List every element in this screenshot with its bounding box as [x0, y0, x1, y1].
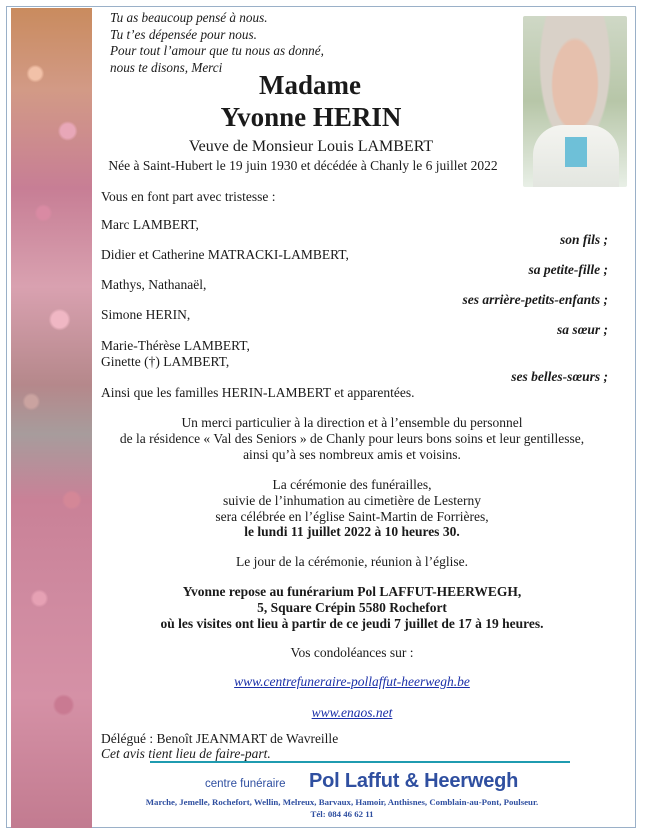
- rest-line: où les visites ont lieu à partir de ce jeudi 7 juillet de 17 à 19 heures.: [160, 616, 544, 631]
- delegate-text: Délégué : Benoît JEANMART de Wavreille: [101, 731, 339, 746]
- ceremony-line: La cérémonie des funérailles,: [272, 477, 432, 492]
- family-member: Mathys, Nathanaël,: [101, 277, 207, 292]
- ceremony-line: sera célébrée en l’église Saint-Martin de Forrières,: [215, 509, 489, 524]
- footer-towns: Marche, Jemelle, Rochefort, Wellin, Melreux, Barvaux, Hamoir, Anthisnes, Comblain-au-Pont, Poulseur.: [145, 797, 539, 807]
- logo-name: Pol Laffut & Heerwegh: [309, 770, 519, 792]
- relation-label: ses arrière-petits-enfants ;: [462, 292, 608, 307]
- funeral-center-link[interactable]: www.centrefuneraire-pollaffut-heerwegh.be: [234, 674, 470, 689]
- family-member: Simone HERIN,: [101, 307, 191, 322]
- birth-death: Née à Saint-Hubert le 19 juin 1930 et décédée à Chanly le 6 juillet 2022: [108, 158, 498, 173]
- flowers-image: [11, 8, 92, 828]
- family-member: Ginette (†) LAMBERT,: [101, 354, 230, 369]
- title-name: Yvonne HERIN: [220, 102, 402, 132]
- family-member: Marc LAMBERT,: [101, 217, 199, 232]
- footer-separator: [150, 761, 570, 763]
- ceremony-line: suivie de l’inhumation au cimetière de Lesterny: [223, 493, 481, 508]
- poem-line: nous te disons, Merci: [110, 59, 223, 75]
- thanks-line: ainsi qu’à ses nombreux amis et voisins.: [243, 447, 461, 462]
- poem-line: Pour tout l’amour que tu nous as donné,: [110, 43, 324, 58]
- families-text: Ainsi que les familles HERIN-LAMBERT et apparentées.: [101, 385, 415, 400]
- rest-line: Yvonne repose au funérarium Pol LAFFUT-HEERWEGH,: [182, 584, 522, 599]
- poem-line: Tu as beaucoup pensé à nous.: [110, 10, 268, 25]
- notice-text: Cet avis tient lieu de faire-part.: [101, 746, 271, 761]
- ceremony-date: le lundi 11 juillet 2022 à 10 heures 30.: [244, 524, 460, 539]
- relation-label: son fils ;: [559, 232, 608, 247]
- enaos-link[interactable]: www.enaos.net: [311, 705, 393, 720]
- poem: [110, 10, 324, 76]
- family-member: Didier et Catherine MATRACKI-LAMBERT,: [101, 247, 349, 262]
- thanks-line: Un merci particulier à la direction et à l’ensemble du personnel: [181, 415, 523, 430]
- meeting-text: Le jour de la cérémonie, réunion à l’église.: [235, 554, 469, 569]
- family-member: Marie-Thérèse LAMBERT,: [101, 338, 250, 353]
- title-salutation: Madame: [259, 70, 361, 100]
- relation-label: sa petite-fille ;: [528, 262, 608, 277]
- logo-prefix: centre funéraire: [205, 778, 286, 790]
- relation-label: sa sœur ;: [556, 322, 608, 337]
- widow-of: Veuve de Monsieur Louis LAMBERT: [188, 138, 434, 155]
- portrait-photo: [523, 16, 627, 187]
- rest-line: 5, Square Crépin 5580 Rochefort: [257, 600, 447, 615]
- poem-line: Tu t’es dépensée pour nous.: [110, 26, 257, 42]
- condolences-text: Vos condoléances sur :: [290, 645, 414, 660]
- thanks-line: de la résidence « Val des Seniors » de Chanly pour leurs bons soins et leur gentillesse,: [119, 431, 585, 446]
- intro-text: Vous en font part avec tristesse :: [101, 189, 276, 204]
- footer-tel: Tél: 084 46 62 11: [310, 809, 374, 819]
- portrait-shirt: [565, 137, 587, 167]
- relation-label: ses belles-sœurs ;: [511, 369, 608, 384]
